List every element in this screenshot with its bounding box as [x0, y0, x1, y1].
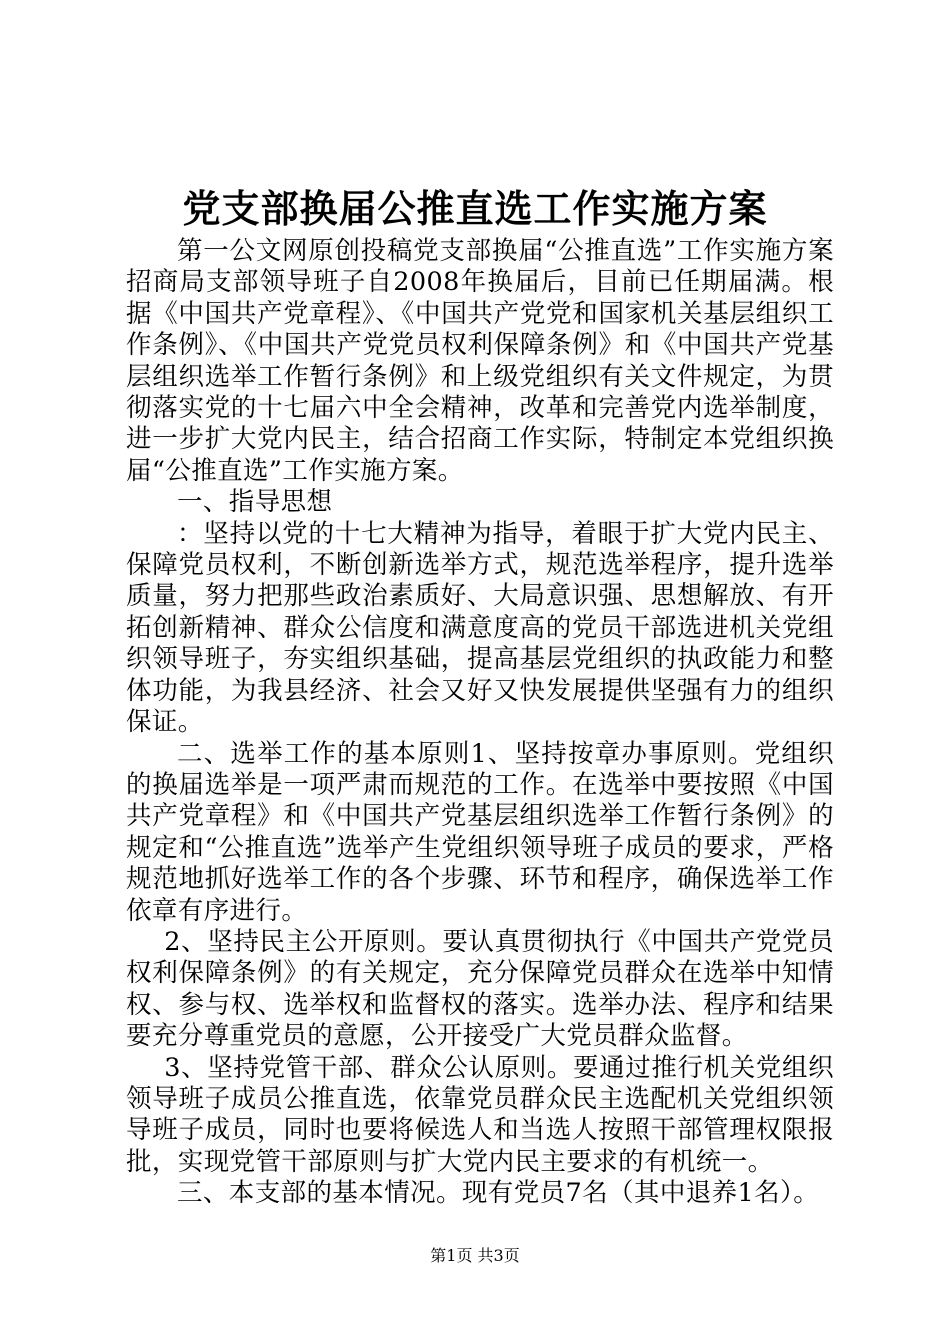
document-title: 党支部换届公推直选工作实施方案: [182, 186, 768, 231]
section-heading-guiding-ideology: 一、指导思想: [177, 487, 333, 518]
paragraph-branch-status: 三、本支部的基本情况。现有党员7名（其中退养1名）。: [177, 1178, 820, 1209]
paragraph-principle-3: 3、坚持党管干部、群众公认原则。要通过推行机关党组织领导班子成员公推直选，依靠党员群众民主选配机关党组织领导班子成员，同时也要将候选人和当选人按照干部管理权限报批，实现党管干部原则与扩大党内民主要求的有机统一。: [126, 1052, 834, 1177]
paragraph-intro: 第一公文网原创投稿党支部换届“公推直选”工作实施方案招商局支部领导班子自2008年换届后，目前已任期届满。根据《中国共产党章程》、《中国共产党党和国家机关基层组织工作条例》、《中国共产党党员权利保障条例》和《中国共产党基层组织选举工作暂行条例》和上级党组织有关文件规定，为贯彻落实党的十七届六中全会精神，改革和完善党内选举制度，进一步扩大党内民主，结合招商工作实际，特制定本党组织换届“公推直选”工作实施方案。: [126, 236, 834, 486]
paragraph-principle-1: 二、选举工作的基本原则1、坚持按章办事原则。党组织的换届选举是一项严肃而规范的工作。在选举中要按照《中国共产党章程》和《中国共产党基层组织选举工作暂行条例》的规定和“公推直选”选举产生党组织领导班子成员的要求，严格规范地抓好选举工作的各个步骤、环节和程序，确保选举工作依章有序进行。: [126, 738, 834, 926]
document-body: [126, 236, 834, 1210]
page-footer: 第1页 共3页: [430, 1246, 520, 1265]
paragraph-guiding-ideology: ：坚持以党的十七大精神为指导，着眼于扩大党内民主、保障党员权利，不断创新选举方式，规范选举程序，提升选举质量，努力把那些政治素质好、大局意识强、思想解放、有开拓创新精神、群众公信度和满意度高的党员干部选进机关党组织领导班子，夯实组织基础，提高基层党组织的执政能力和整体功能，为我县经济、社会又好又快发展提供坚强有力的组织保证。: [126, 518, 834, 738]
paragraph-principle-2: 2、坚持民主公开原则。要认真贯彻执行《中国共产党党员权利保障条例》的有关规定，充分保障党员群众在选举中知情权、参与权、选举权和监督权的落实。选举办法、程序和结果要充分尊重党员的意愿，公开接受广大党员群众监督。: [126, 926, 834, 1052]
